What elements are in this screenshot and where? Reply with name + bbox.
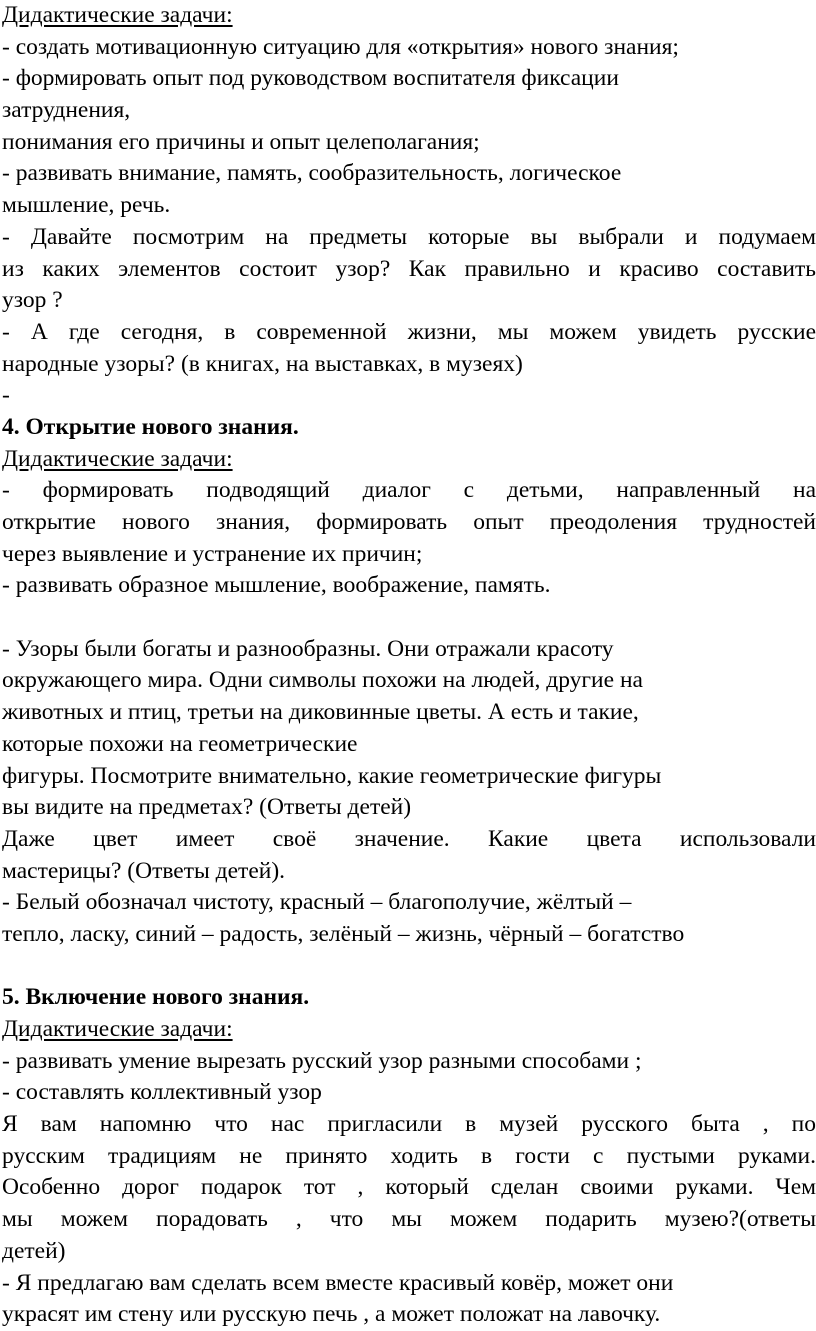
text-line: Я вам напомню что нас пригласили в музей русского быта , по — [2, 1111, 816, 1138]
text-line: народные узоры? (в книгах, на выставках, в музеях) — [2, 350, 523, 377]
text-line: - развивать умение вырезать русский узор разными способами ; — [2, 1047, 642, 1074]
text-line: - создать мотивационную ситуацию для «открытия» нового знания; — [2, 33, 679, 60]
text-line: - Белый обозначал чистоту, красный – благополучие, жёлтый – — [2, 889, 632, 916]
text-line: открытие нового знания, формировать опыт преодоления трудностей — [2, 509, 816, 535]
text-line: мы можем порадовать , что мы можем подарить музею?(ответы — [2, 1206, 816, 1233]
text-line: - формировать опыт под руководством воспитателя фиксации — [2, 65, 619, 92]
text-line: украсят им стену или русскую печь , а может положат на лавочку. — [2, 1301, 661, 1328]
didactic-tasks-heading: Дидактические задачи: — [2, 2, 233, 28]
text-line: - А где сегодня, в современной жизни, мы можем увидеть русские — [2, 318, 816, 345]
text-line: Даже цвет имеет своё значение. Какие цвета использовали — [2, 825, 816, 852]
text-line: фигуры. Посмотрите внимательно, какие геометрические фигуры — [2, 762, 662, 789]
blank-line — [2, 951, 816, 983]
text-line: узор ? — [2, 287, 63, 314]
text-line: - Я предлагаю вам сделать всем вместе красивый ковёр, может они — [2, 1269, 674, 1296]
section-4-heading: 4. Открытие нового знания. — [2, 413, 299, 440]
text-line: затруднения, — [2, 97, 131, 124]
text-line: - Узоры были богаты и разнообразны. Они отражали красоту — [2, 635, 614, 662]
didactic-tasks-heading: Дидактические задачи: — [2, 1016, 233, 1042]
text-line: мышление, речь. — [2, 192, 171, 219]
text-line: - — [2, 382, 10, 409]
text-line: которые похожи на геометрические — [2, 730, 358, 757]
text-line: - формировать подводящий диалог с детьми, направленный на — [2, 477, 816, 504]
section-5-heading: 5. Включение нового знания. — [2, 984, 310, 1011]
text-line: - Давайте посмотрим на предметы которые вы выбрали и подумаем — [2, 223, 816, 250]
didactic-tasks-heading: Дидактические задачи: — [2, 445, 233, 472]
text-line: животных и птиц, третьи на диковинные цветы. А есть и такие, — [2, 699, 639, 726]
text-line: детей) — [2, 1237, 66, 1264]
text-line: из каких элементов состоит узор? Как правильно и красиво составить — [2, 255, 816, 282]
text-line: - развивать образное мышление, воображение, память. — [2, 572, 551, 599]
text-line: Особенно дорог подарок тот , который сделан своими руками. Чем — [2, 1174, 816, 1201]
text-line: тепло, ласку, синий – радость, зелёный – жизнь, чёрный – богатство — [2, 920, 685, 947]
text-line: - составлять коллективный узор — [2, 1079, 322, 1106]
text-line: - развивать внимание, память, сообразительность, логическое — [2, 160, 622, 187]
text-line: окружающего мира. Одни символы похожи на людей, другие на — [2, 667, 643, 694]
text-line: через выявление и устранение их причин; — [2, 540, 423, 567]
text-line: понимания его причины и опыт целеполагания; — [2, 128, 480, 155]
text-line: русским традициям не принято ходить в гости с пустыми руками. — [2, 1142, 816, 1169]
blank-line — [2, 602, 816, 634]
text-line: вы видите на предметах? (Ответы детей) — [2, 794, 412, 821]
text-line: мастерицы? (Ответы детей). — [2, 857, 286, 884]
